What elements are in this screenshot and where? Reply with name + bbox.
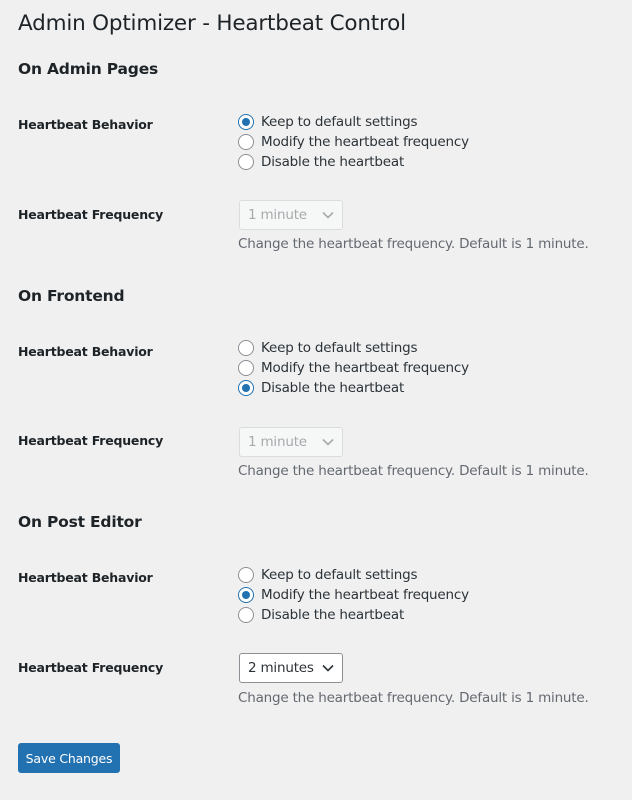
radio-button[interactable]	[238, 567, 254, 583]
frequency-select-admin[interactable]	[239, 200, 343, 230]
frequency-label-admin: Heartbeat Frequency	[18, 207, 164, 222]
radio-button[interactable]	[238, 340, 254, 356]
radio-label: Keep to default settings	[261, 114, 418, 130]
frequency-label-frontend: Heartbeat Frequency	[18, 433, 164, 448]
behavior-label-frontend: Heartbeat Behavior	[18, 344, 153, 359]
chevron-down-icon	[322, 437, 334, 447]
section-title-admin-pages: On Admin Pages	[18, 60, 159, 78]
radio-option-default-admin[interactable]	[238, 112, 469, 132]
select-value: 1 minute	[248, 207, 307, 223]
chevron-down-icon	[322, 210, 334, 220]
select-value: 1 minute	[248, 434, 307, 450]
frequency-description-frontend: Change the heartbeat frequency. Default is 1 minute.	[238, 463, 589, 479]
section-title-frontend: On Frontend	[18, 287, 125, 305]
frequency-select-frontend[interactable]	[239, 427, 343, 457]
radio-option-disable-post-editor[interactable]	[238, 605, 469, 625]
radio-button[interactable]	[238, 360, 254, 376]
radio-label: Disable the heartbeat	[261, 380, 405, 396]
radio-button-checked[interactable]	[238, 380, 254, 396]
radio-button-checked[interactable]	[238, 587, 254, 603]
radio-label: Disable the heartbeat	[261, 607, 405, 623]
frequency-description-post-editor: Change the heartbeat frequency. Default is 1 minute.	[238, 690, 589, 706]
section-title-post-editor: On Post Editor	[18, 513, 142, 531]
save-changes-button[interactable]: Save Changes	[18, 743, 120, 773]
radio-label: Modify the heartbeat frequency	[261, 134, 469, 150]
behavior-radio-group-frontend	[238, 338, 469, 398]
radio-option-modify-post-editor[interactable]	[238, 585, 469, 605]
radio-button[interactable]	[238, 134, 254, 150]
page-title: Admin Optimizer - Heartbeat Control	[18, 11, 406, 36]
chevron-down-icon	[322, 663, 334, 673]
frequency-description-admin: Change the heartbeat frequency. Default is 1 minute.	[238, 236, 589, 252]
frequency-label-post-editor: Heartbeat Frequency	[18, 660, 164, 675]
radio-option-default-frontend[interactable]	[238, 338, 469, 358]
radio-button[interactable]	[238, 154, 254, 170]
radio-option-modify-frontend[interactable]	[238, 358, 469, 378]
radio-option-disable-frontend[interactable]	[238, 378, 469, 398]
behavior-radio-group-post-editor	[238, 565, 469, 625]
behavior-label-admin: Heartbeat Behavior	[18, 117, 153, 132]
behavior-radio-group-admin	[238, 112, 469, 172]
select-value: 2 minutes	[248, 660, 314, 676]
radio-label: Modify the heartbeat frequency	[261, 360, 469, 376]
behavior-label-post-editor: Heartbeat Behavior	[18, 570, 153, 585]
radio-option-disable-admin[interactable]	[238, 152, 469, 172]
radio-label: Keep to default settings	[261, 567, 418, 583]
radio-label: Keep to default settings	[261, 340, 418, 356]
frequency-select-post-editor[interactable]	[239, 653, 343, 683]
radio-option-modify-admin[interactable]	[238, 132, 469, 152]
radio-label: Disable the heartbeat	[261, 154, 405, 170]
radio-button-checked[interactable]	[238, 114, 254, 130]
radio-option-default-post-editor[interactable]	[238, 565, 469, 585]
radio-label: Modify the heartbeat frequency	[261, 587, 469, 603]
radio-button[interactable]	[238, 607, 254, 623]
